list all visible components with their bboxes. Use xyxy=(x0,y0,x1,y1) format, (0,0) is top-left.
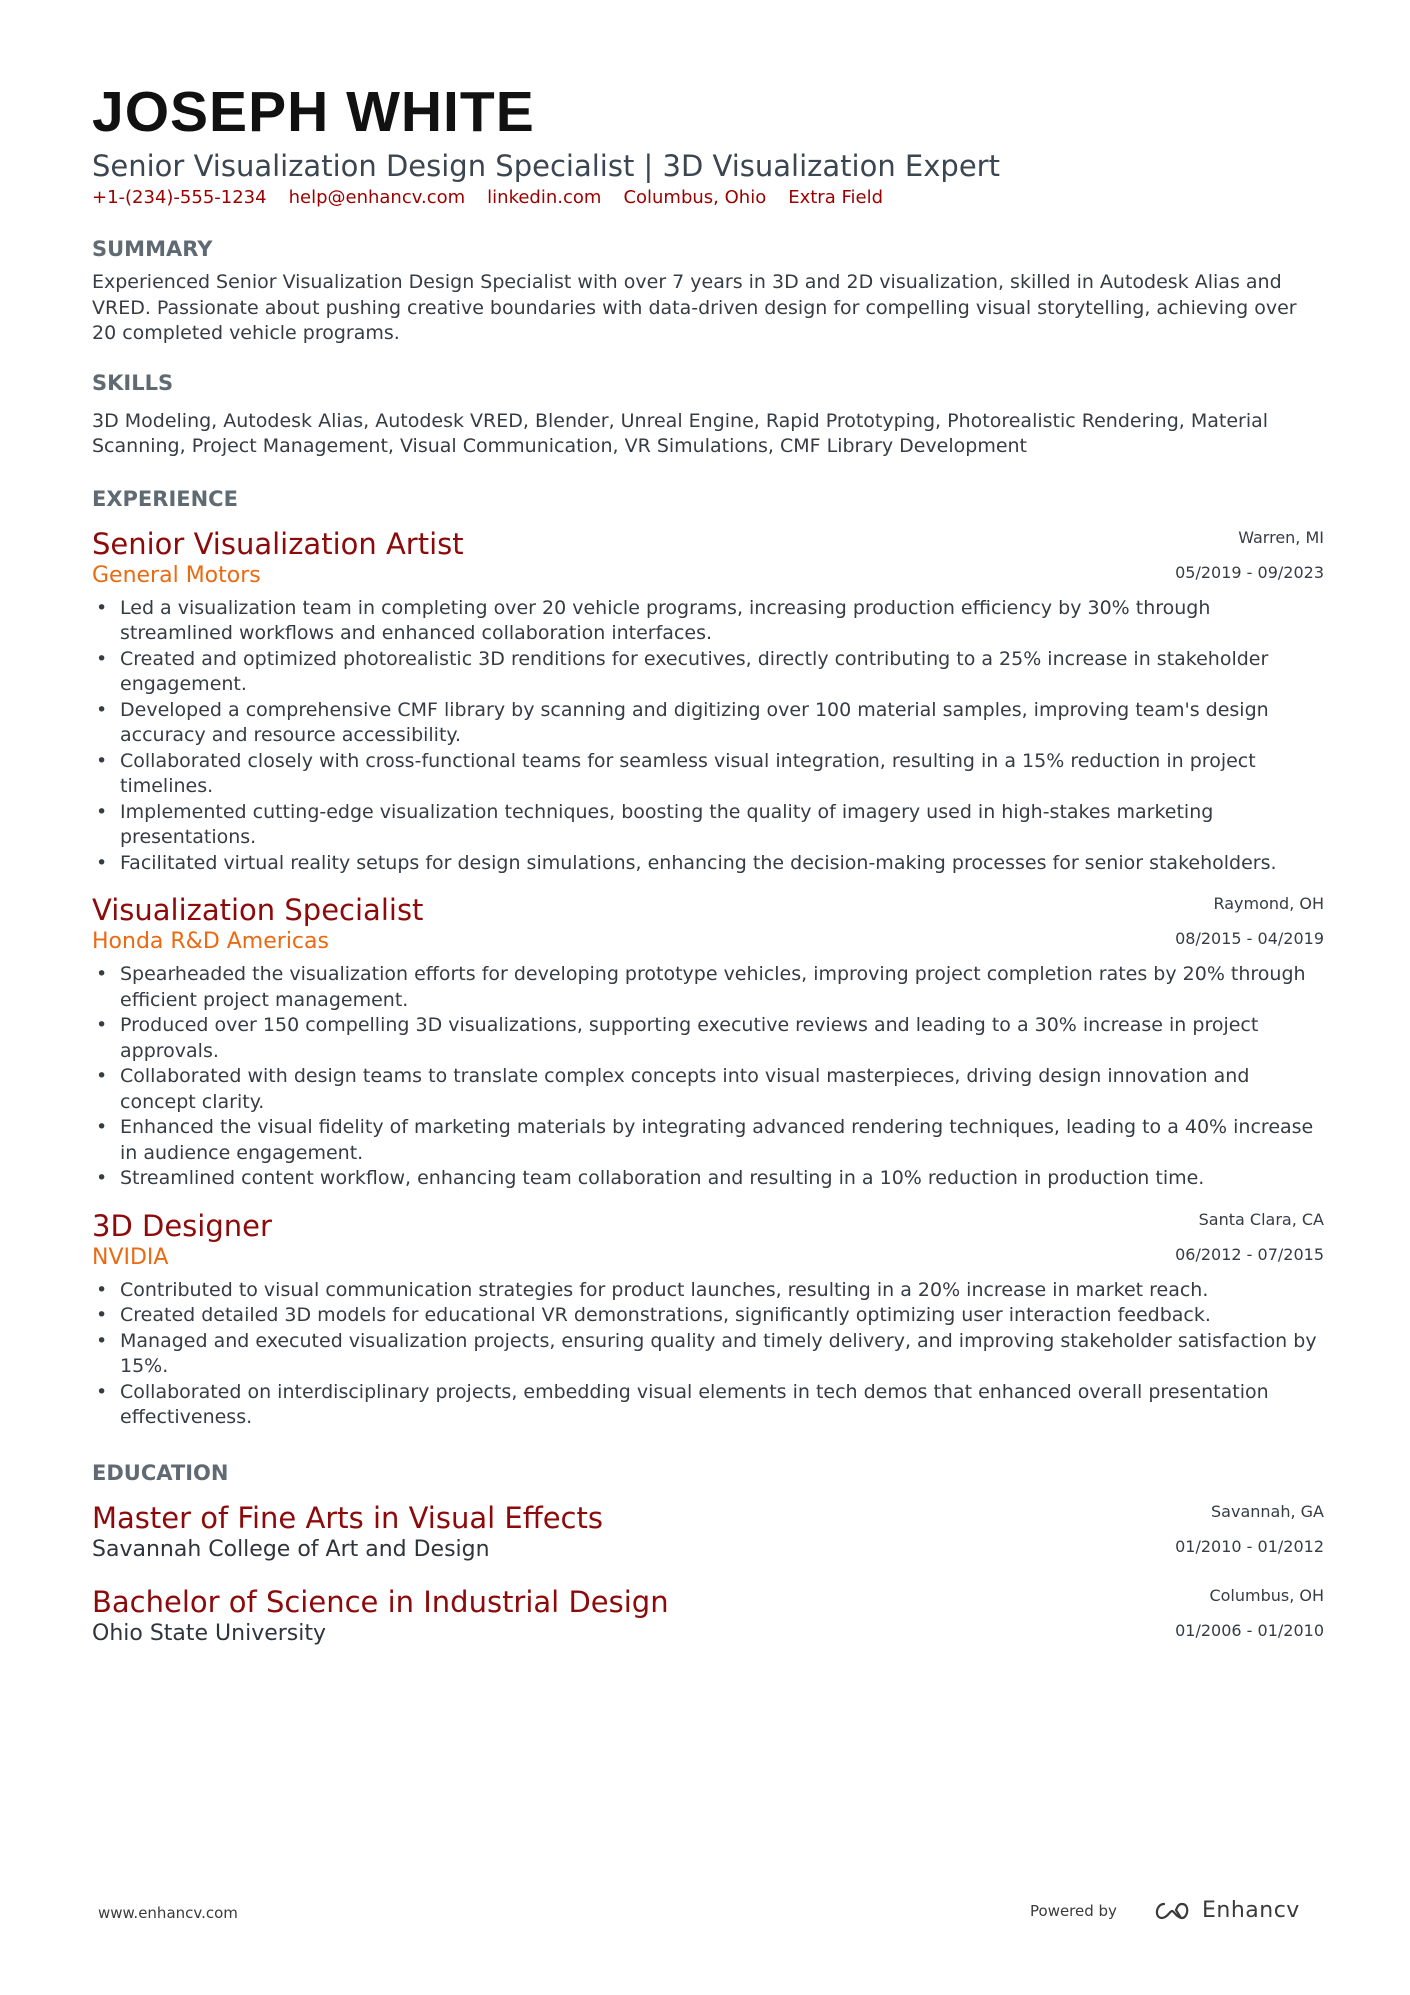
candidate-headline: Senior Visualization Design Specialist | 3D Visualization Expert xyxy=(92,149,1000,183)
job-location: Santa Clara, CA xyxy=(1198,1209,1324,1229)
company-name: General Motors xyxy=(92,562,261,588)
bullet-item: • Collaborated closely with cross-functional teams for seamless visual integration, resulting in a 15% reduction in project timelines. xyxy=(92,749,1324,800)
job-bullets xyxy=(92,596,1324,877)
school-name: Savannah College of Art and Design xyxy=(92,1536,490,1562)
job-bullets xyxy=(92,962,1324,1192)
contact-email[interactable]: help@enhancv.com xyxy=(288,187,466,208)
experience-entry xyxy=(92,1208,1324,1431)
job-location: Warren, MI xyxy=(1238,527,1324,547)
summary-section xyxy=(92,236,1324,347)
experience-entry-header xyxy=(92,526,1324,592)
experience-entry xyxy=(92,526,1324,877)
bullet-item: • Streamlined content workflow, enhancing team collaboration and resulting in a 10% reduction in production time. xyxy=(92,1166,1324,1192)
contact-phone[interactable]: +1-(234)-555-1234 xyxy=(92,187,267,208)
bullet-item: • Enhanced the visual fidelity of marketing materials by integrating advanced rendering techniques, leading to a 40% increase in audience engagement. xyxy=(92,1115,1324,1166)
summary-title: SUMMARY xyxy=(92,237,213,261)
job-bullets xyxy=(92,1278,1324,1431)
degree-title: Bachelor of Science in Industrial Design xyxy=(92,1584,669,1619)
enhancv-logo[interactable] xyxy=(1150,1898,1300,1923)
candidate-name: JOSEPH WHITE xyxy=(92,80,535,144)
job-dates: 08/2015 - 04/2019 xyxy=(1175,929,1324,948)
job-dates: 05/2019 - 09/2023 xyxy=(1175,562,1324,582)
enhancv-logo-icon xyxy=(1150,1899,1194,1923)
experience-entry-header xyxy=(92,892,1324,958)
education-entry-header xyxy=(92,1584,1324,1650)
job-location: Raymond, OH xyxy=(1213,894,1324,913)
bullet-item: • Collaborated on interdisciplinary projects, embedding visual elements in tech demos that enhanced overall presentation effectiveness. xyxy=(92,1380,1324,1431)
school-name: Ohio State University xyxy=(92,1620,327,1646)
school-dates: 01/2006 - 01/2010 xyxy=(1175,1620,1324,1640)
bullet-item: • Spearheaded the visualization efforts for developing prototype vehicles, improving project completion rates by 20% through efficient project management. xyxy=(92,962,1324,1013)
bullet-item: • Created and optimized photorealistic 3D renditions for executives, directly contributing to a 25% increase in stakeholder engagement. xyxy=(92,647,1324,698)
experience-entry-header xyxy=(92,1208,1324,1274)
education-entry xyxy=(92,1584,1324,1650)
footer-website-link[interactable]: www.enhancv.com xyxy=(98,1904,238,1922)
page-footer xyxy=(0,1900,1410,1930)
education-entry-header xyxy=(92,1500,1324,1566)
bullet-item: • Created detailed 3D models for educational VR demonstrations, significantly optimizing user interaction feedback. xyxy=(92,1303,1324,1329)
experience-title: EXPERIENCE xyxy=(92,486,238,511)
contact-location: Columbus, Ohio xyxy=(623,187,767,208)
bullet-item: • Developed a comprehensive CMF library by scanning and digitizing over 100 material samples, improving team's design accuracy and resource accessibility. xyxy=(92,698,1324,749)
bullet-item: • Produced over 150 compelling 3D visualizations, supporting executive reviews and leading to a 30% increase in project approvals. xyxy=(92,1013,1324,1064)
skills-text: 3D Modeling, Autodesk Alias, Autodesk VRED, Blender, Unreal Engine, Rapid Prototyping, Photorealistic Rendering, Material Scanning, Project Management, Visual Communication, VR Simulations, CMF Library Development xyxy=(92,409,1269,457)
bullet-item: • Contributed to visual communication strategies for product launches, resulting in a 20% increase in market reach. xyxy=(92,1278,1324,1304)
bullet-item: • Collaborated with design teams to translate complex concepts into visual masterpieces, driving design innovation and concept clarity. xyxy=(92,1064,1324,1115)
bullet-item: • Led a visualization team in completing over 20 vehicle programs, increasing production efficiency by 30% through streamlined workflows and enhanced collaboration interfaces. xyxy=(92,596,1324,647)
footer-powered-by: Powered by xyxy=(1030,1902,1117,1920)
footer-brand-name: Enhancv xyxy=(1202,1898,1300,1923)
skills-title: SKILLS xyxy=(92,370,174,395)
school-dates: 01/2010 - 01/2012 xyxy=(1175,1536,1324,1556)
bullet-item: • Managed and executed visualization projects, ensuring quality and timely delivery, and improving stakeholder satisfaction by 15%. xyxy=(92,1329,1324,1380)
resume-page xyxy=(92,78,1324,1650)
contact-linkedin[interactable]: linkedin.com xyxy=(487,187,602,208)
job-dates: 06/2012 - 07/2015 xyxy=(1175,1244,1324,1264)
contact-extra-field: Extra Field xyxy=(788,187,883,208)
job-title: Senior Visualization Artist xyxy=(92,526,464,561)
company-name: Honda R&D Americas xyxy=(92,929,329,954)
education-title: EDUCATION xyxy=(92,1460,229,1485)
job-title: 3D Designer xyxy=(92,1208,272,1243)
summary-text: Experienced Senior Visualization Design Specialist with over 7 years in 3D and 2D visualization, skilled in Autodesk Alias and VRED. Passionate about pushing creative boundaries with data-driven design for compelling visual storytelling, achieving over 20 completed vehicle programs. xyxy=(92,271,1297,344)
education-section xyxy=(92,1460,1324,1650)
skills-section xyxy=(92,370,1324,460)
bullet-item: • Implemented cutting-edge visualization techniques, boosting the quality of imagery used in high-stakes marketing presentations. xyxy=(92,800,1324,851)
degree-title: Master of Fine Arts in Visual Effects xyxy=(92,1500,603,1535)
experience-entry xyxy=(92,892,1324,1192)
experience-section xyxy=(92,486,1324,1431)
company-name: NVIDIA xyxy=(92,1244,169,1270)
contact-info xyxy=(92,186,1324,210)
school-location: Columbus, OH xyxy=(1209,1585,1324,1605)
resume-header xyxy=(92,78,1324,210)
school-location: Savannah, GA xyxy=(1211,1501,1324,1521)
bullet-item: • Facilitated virtual reality setups for design simulations, enhancing the decision-making processes for senior stakeholders. xyxy=(92,851,1324,877)
education-entry xyxy=(92,1500,1324,1566)
job-title: Visualization Specialist xyxy=(92,893,424,927)
